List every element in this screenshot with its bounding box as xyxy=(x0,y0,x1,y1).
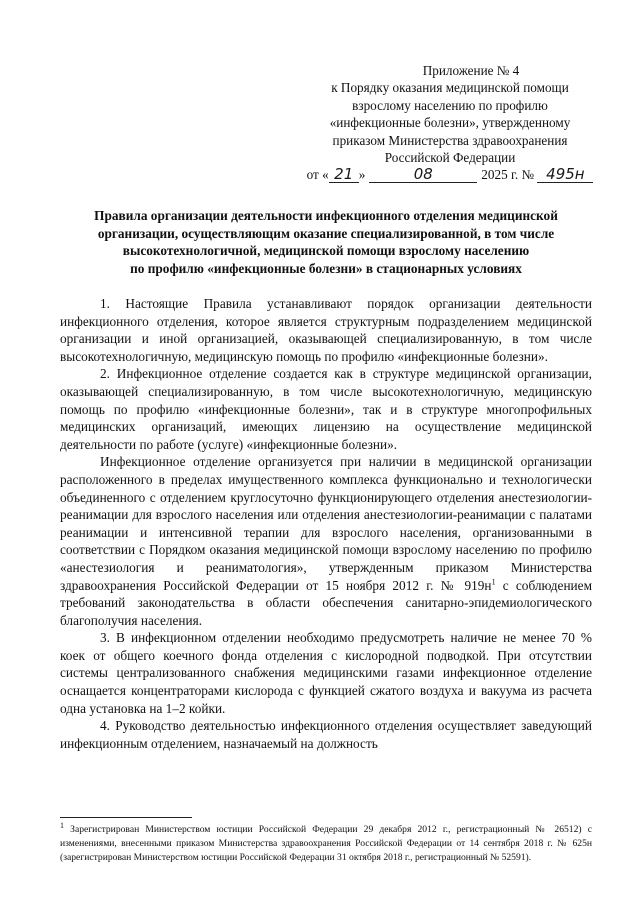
date-day-handwritten: 21 xyxy=(334,165,354,184)
annex-line: приказом Министерства здравоохранения xyxy=(332,132,568,148)
annex-line: Российской Федерации xyxy=(384,150,516,166)
footnote-marker: 1 xyxy=(60,820,64,830)
title-line: высокотехнологичной, медицинской помощи взрослому населению xyxy=(122,243,530,259)
annex-line: «инфекционные болезни», утвержденному xyxy=(329,115,571,131)
annex-date-line xyxy=(300,166,600,183)
footnote-text: Зарегистрирован Министерством юстиции Российской Федерации 29 декабря 2012 г., регистрационный № 26512) с изменениями, внесенными приказом Министерства здравоохранения Российской Федерации от 14 сентября 2018 г. № 625н (зарегистрирован Министерством юстиции Российской Федерации 31 октября 2018 г., регистрационный № 52591). xyxy=(60,824,592,863)
footnote-divider xyxy=(60,817,192,818)
order-number-field xyxy=(537,167,593,183)
document-title xyxy=(60,207,592,277)
paragraph-1: 1. Настоящие Правила устанавливают порядок организации деятельности инфекционного отделения, которое является структурным подразделением медицинской организации и иной организацией, оказывающей специализированную, в том числе высокотехнологичную, медицинскую помощь по профилю «инфекционные болезни». xyxy=(60,296,592,364)
annex-line: взрослому населению по профилю xyxy=(352,97,548,113)
paragraph-4: 4. Руководство деятельностью инфекционного отделения осуществляет заведующий инфекционным отделением, назначаемый на должность xyxy=(60,718,592,751)
footnote-reference: 1 xyxy=(491,577,496,587)
title-line: Правила организации деятельности инфекционного отделения медицинской xyxy=(94,208,558,223)
title-line: организации, осуществляющим оказание специализированной, в том числе xyxy=(97,225,555,241)
date-month-field xyxy=(369,167,477,183)
date-prefix: от « xyxy=(306,167,329,183)
date-month-handwritten: 08 xyxy=(413,165,433,184)
paragraph-2: 2. Инфекционное отделение создается как в структуре медицинской организации, оказывающей специализированную, в том числе высокотехнологичную, медицинскую помощь по профилю «инфекционные болезни», так и в структуре многопрофильных медицинских организаций, имеющих лицензию на осуществление медицинской деятельности по работе (услуге) «инфекционные болезни». xyxy=(60,366,592,452)
footnote xyxy=(60,820,592,864)
annex-line: к Порядку оказания медицинской помощи xyxy=(331,80,569,96)
date-year-label: 2025 г. № xyxy=(481,167,535,183)
title-line: по профилю «инфекционные болезни» в стационарных условиях xyxy=(130,260,522,276)
annex-header xyxy=(300,62,600,184)
date-close-quote: » xyxy=(358,167,366,183)
document-body xyxy=(60,295,592,752)
date-day-field xyxy=(329,167,359,183)
annex-number: Приложение № 4 xyxy=(422,63,520,78)
order-number-handwritten: 495н xyxy=(546,165,585,184)
paragraph-2-continued: Инфекционное отделение организуется при наличии в медицинской организации расположенного в пределах имущественного комплекса функционально и технологически объединенного с отделением круглосуточно функционирующего отделения анестезиологии-реанимации для взрослого населения или отделения анестезиологии-реанимации с палатами реанимации и интенсивной терапии для взрослого населения, организованными в соответствии с Порядком оказания медицинской помощи взрослому населению по профилю «анестезиология и реаниматология», утвержденным приказом Министерства здравоохранения Российской Федерации от 15 ноября 2012 г. № $919н^1$ с соблюдением требований законодательства в области обеспечения санитарно-эпидемиологического благополучия населения. xyxy=(60,454,592,628)
paragraph-3: 3. В инфекционном отделении необходимо предусмотреть наличие не менее 70 % коек от общего коечного фонда отделения с кислородной подводкой. При отсутствии системы централизованного снабжения медицинскими газами инфекционное отделение оснащается концентраторами кислорода с функцией сжатого воздуха и вакуума из расчета одна установка на 1–2 койки. xyxy=(60,630,592,716)
